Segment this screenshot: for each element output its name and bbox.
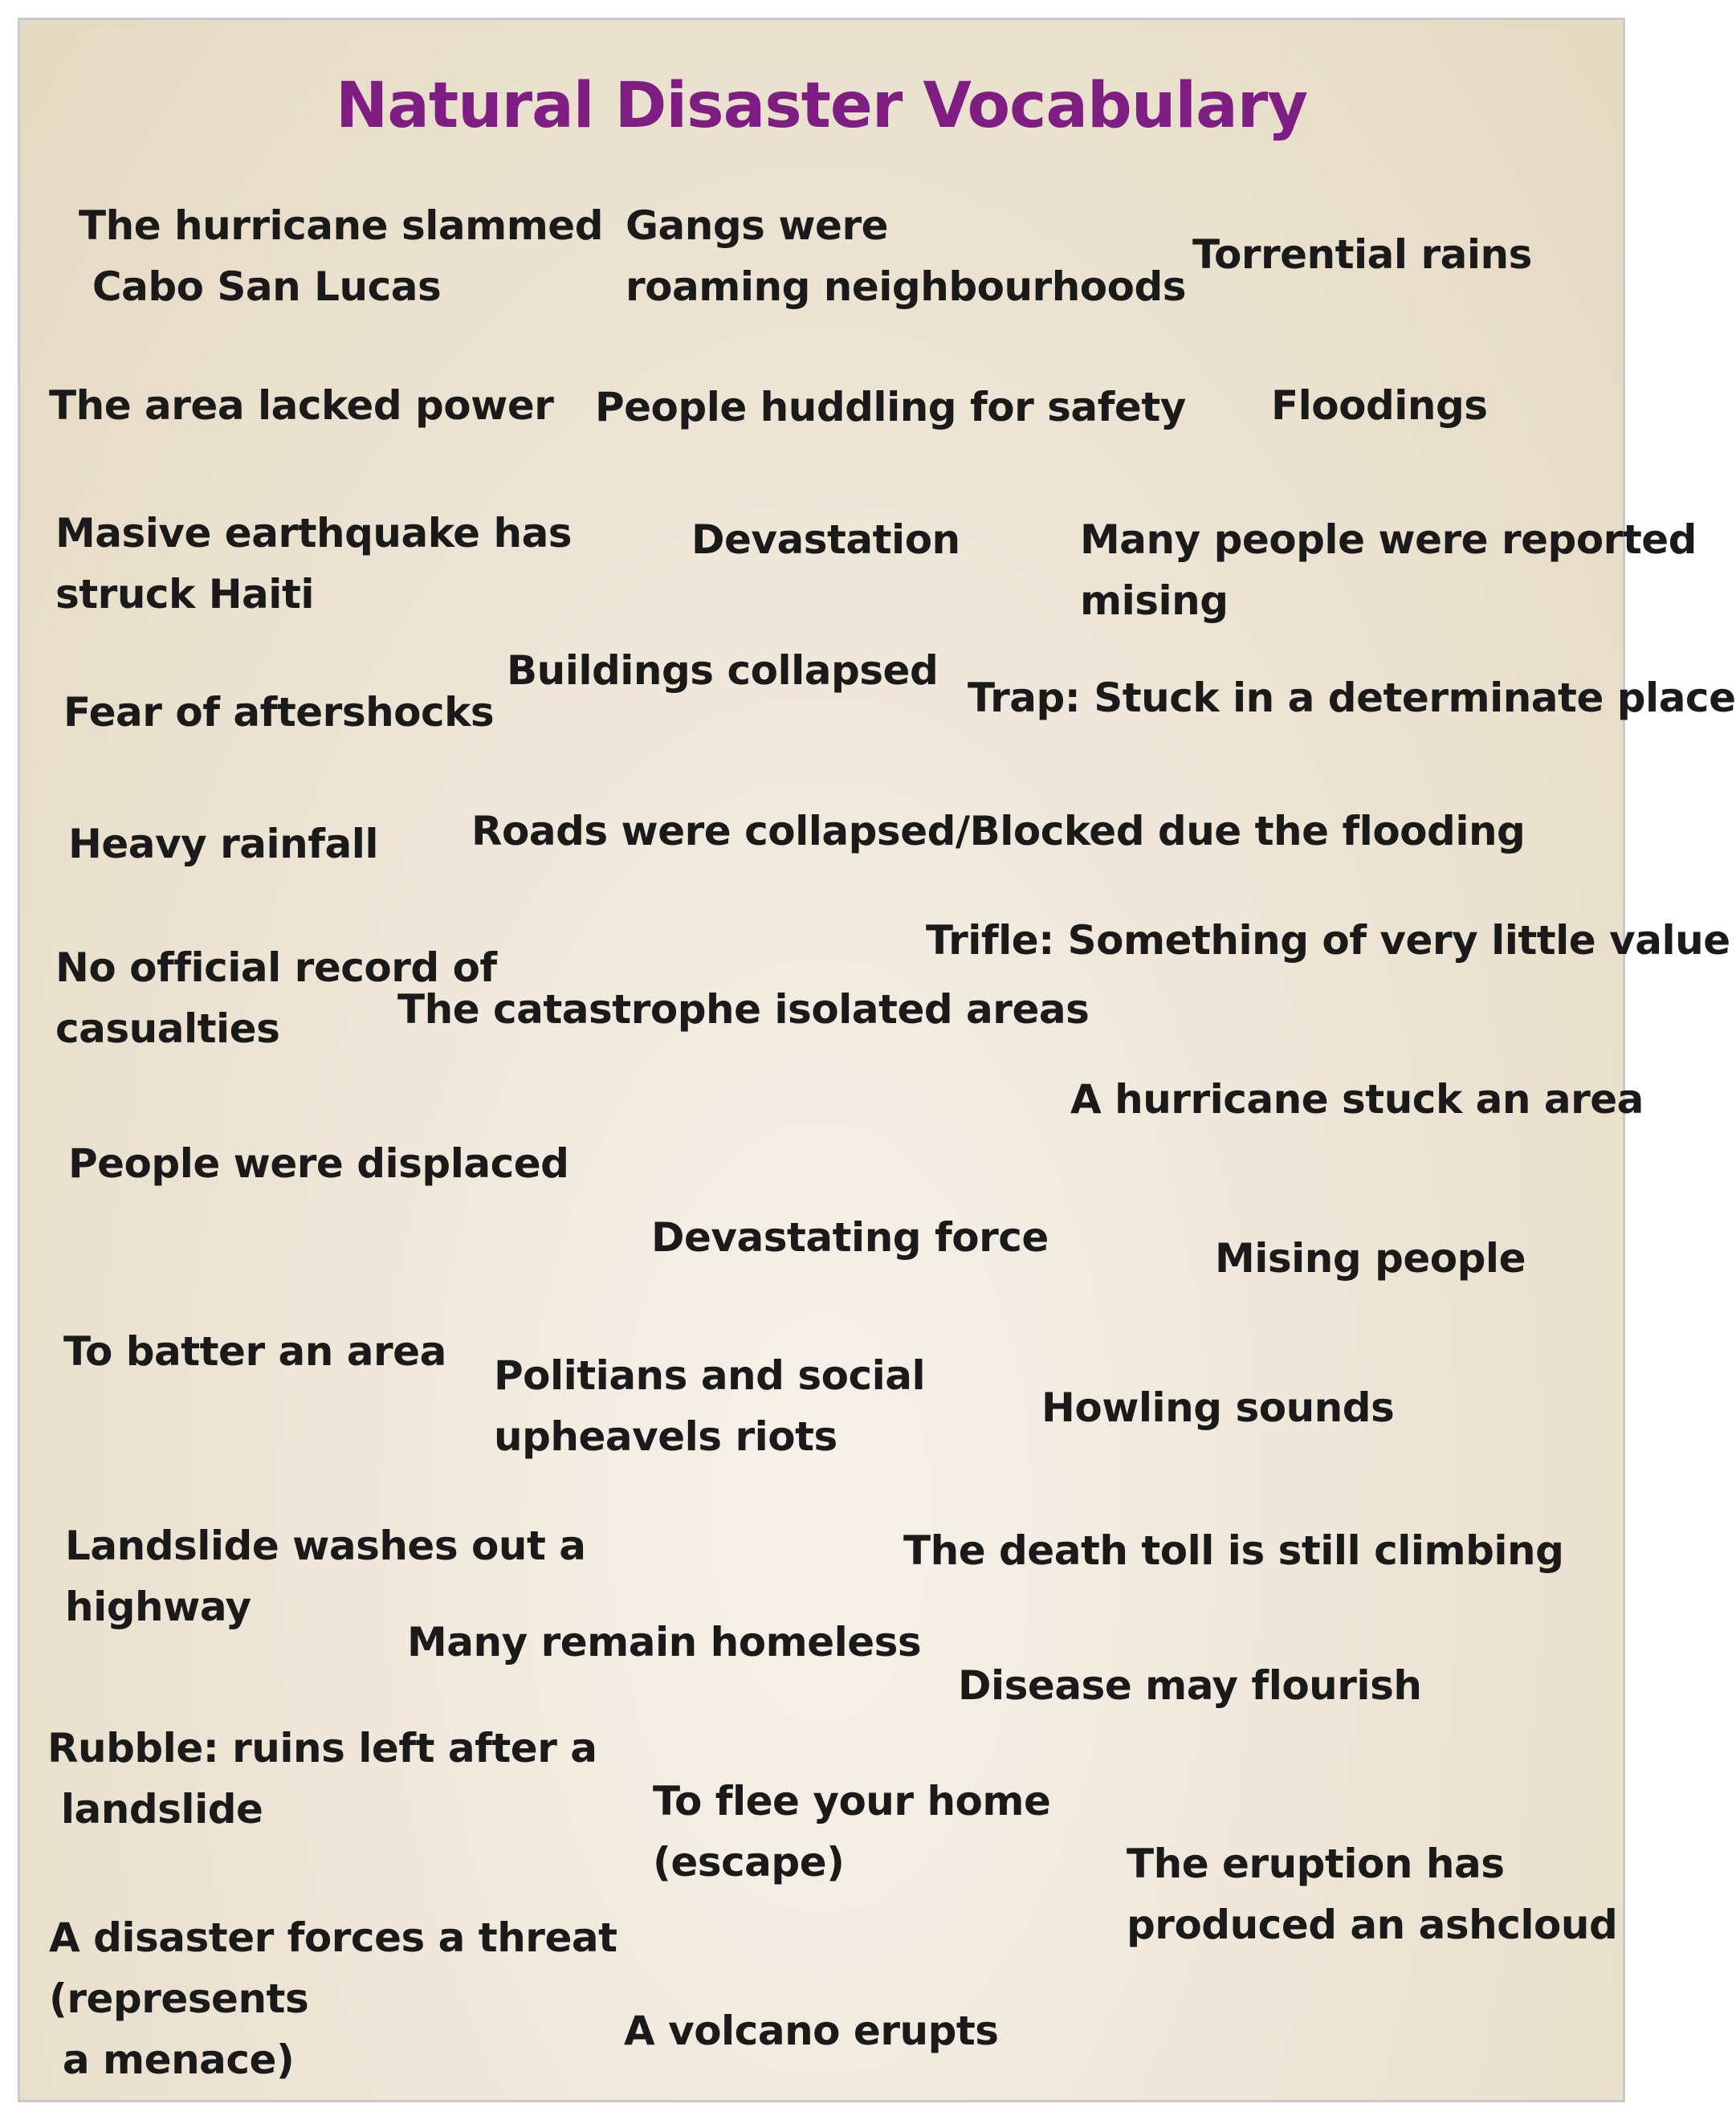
- phrase-no-official-record: No official record of casualties: [55, 944, 497, 1052]
- phrase-buildings-collapsed: Buildings collapsed: [507, 647, 939, 694]
- phrase-catastrophe-isolated: The catastrophe isolated areas: [397, 986, 1090, 1033]
- phrase-heavy-rainfall: Heavy rainfall: [68, 821, 378, 867]
- phrase-eruption-ashcloud: The eruption has produced an ashcloud: [1127, 1841, 1618, 1948]
- phrase-landslide-washes: Landslide washes out a highway: [65, 1523, 586, 1630]
- phrase-devastating-force: Devastating force: [651, 1214, 1049, 1261]
- phrase-death-toll: The death toll is still climbing: [903, 1527, 1564, 1574]
- phrase-fear-aftershocks: Fear of aftershocks: [63, 689, 495, 736]
- phrase-hurricane-stuck: A hurricane stuck an area: [1070, 1076, 1644, 1123]
- phrase-lacked-power: The area lacked power: [49, 382, 554, 429]
- phrase-roads-collapsed: Roads were collapsed/Blocked due the flooding: [471, 808, 1526, 854]
- phrase-trifle: Trifle: Something of very little value: [926, 917, 1730, 964]
- phrase-remain-homeless: Many remain homeless: [407, 1619, 922, 1665]
- phrase-hurricane-slammed: The hurricane slammed Cabo San Lucas: [79, 202, 604, 310]
- phrase-gangs-roaming: Gangs were roaming neighbourhoods: [626, 202, 1187, 310]
- phrase-people-displaced: People were displaced: [68, 1140, 569, 1187]
- phrase-floodings: Floodings: [1271, 382, 1488, 429]
- vocabulary-sheet: [18, 18, 1736, 2102]
- phrase-disaster-threat: A disaster forces a threat (represents a menace): [49, 1914, 617, 2083]
- phrase-torrential-rains: Torrential rains: [1192, 231, 1532, 278]
- phrase-volcano-erupts: A volcano erupts: [624, 2008, 999, 2054]
- phrase-masive-earthquake: Masive earthquake has struck Haiti: [55, 510, 573, 618]
- phrase-devastation: Devastation: [691, 516, 960, 563]
- phrase-howling-sounds: Howling sounds: [1041, 1384, 1395, 1431]
- phrase-reported-mising: Many people were reported mising: [1080, 516, 1697, 624]
- phrase-politians-riots: Politians and social upheavels riots: [494, 1352, 926, 1460]
- phrase-disease-flourish: Disease may flourish: [958, 1662, 1422, 1709]
- phrase-rubble: Rubble: ruins left after a landslide: [47, 1725, 597, 1833]
- phrase-mising-people: Mising people: [1215, 1235, 1526, 1282]
- phrase-people-huddling: People huddling for safety: [595, 384, 1186, 430]
- phrase-batter-area: To batter an area: [63, 1328, 446, 1375]
- page-title: Natural Disaster Vocabulary: [335, 70, 1308, 142]
- phrase-trap: Trap: Stuck in a determinate place: [968, 675, 1736, 721]
- phrase-flee-home: To flee your home (escape): [653, 1778, 1051, 1886]
